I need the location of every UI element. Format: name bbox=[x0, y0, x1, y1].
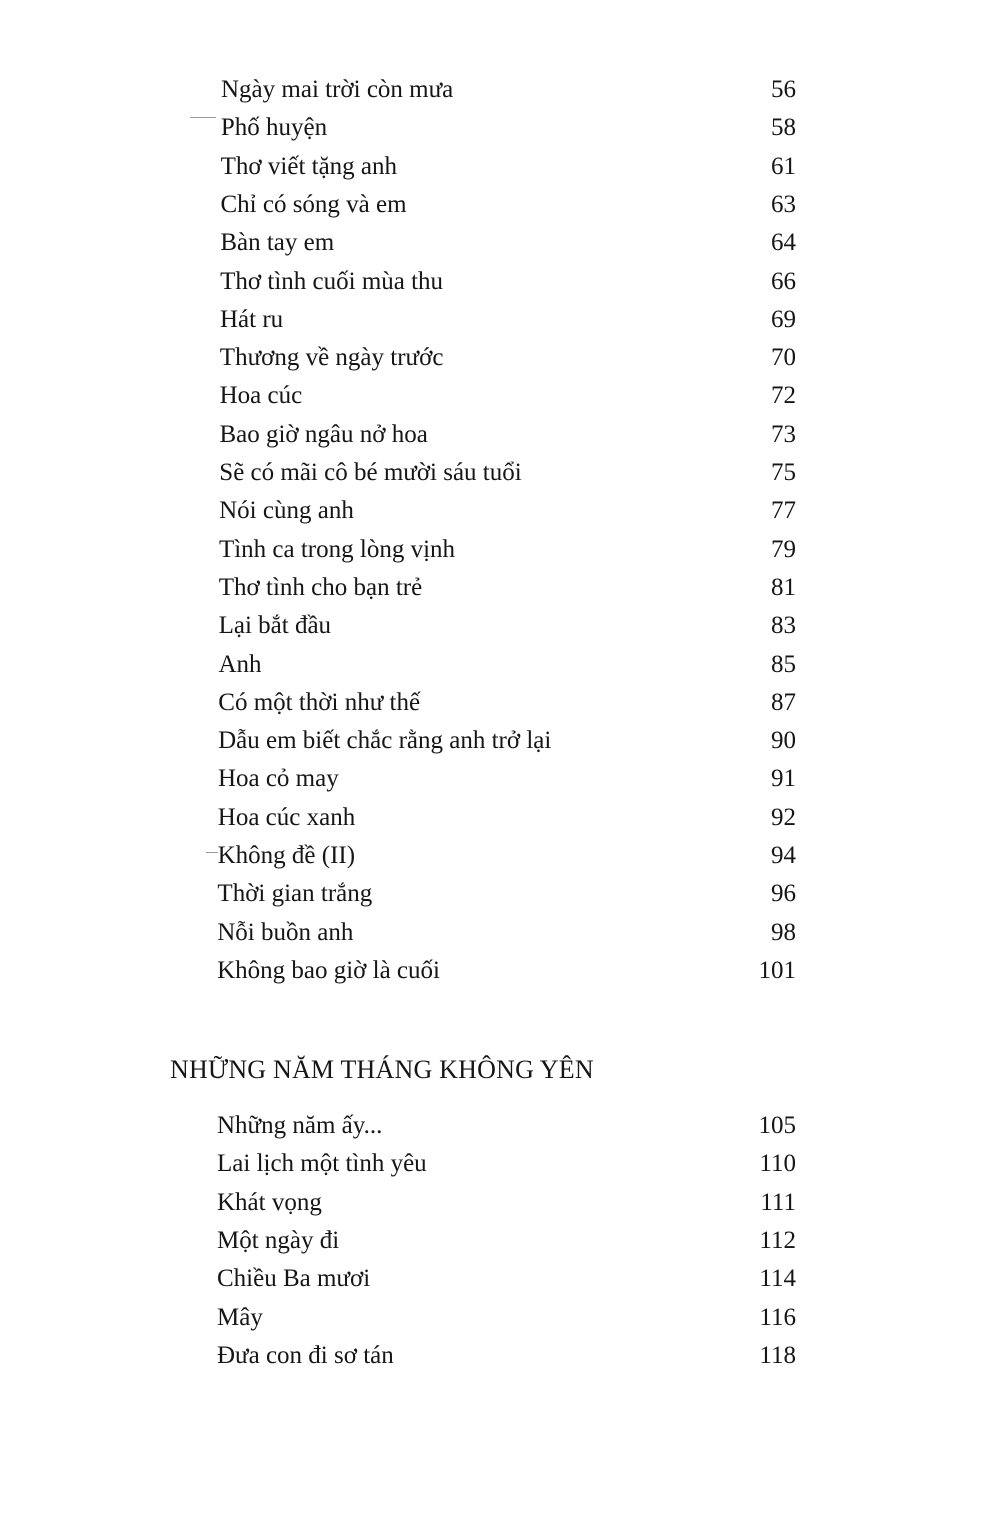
toc-entry-page-number: 75 bbox=[771, 459, 796, 486]
toc-entry-title: Có một thời như thế bbox=[218, 688, 421, 716]
toc-entry-title: Một ngày đi bbox=[217, 1226, 340, 1254]
toc-entry bbox=[0, 377, 1000, 415]
toc-entry bbox=[0, 646, 1000, 684]
toc-entry-title: Hoa cúc bbox=[219, 382, 303, 410]
toc-entry bbox=[0, 263, 1000, 301]
toc-entry bbox=[0, 186, 1000, 224]
toc-entry bbox=[0, 531, 1000, 569]
toc-entry bbox=[0, 875, 1000, 913]
toc-entry-page-number: 91 bbox=[771, 765, 796, 793]
toc-entry bbox=[0, 722, 1000, 760]
toc-entry bbox=[0, 339, 1000, 377]
toc-entry-page-number: 118 bbox=[759, 1341, 796, 1369]
toc-entry-page-number: 87 bbox=[771, 688, 796, 716]
toc-entry-page-number: 83 bbox=[771, 612, 796, 640]
toc-entry-page-number: 116 bbox=[759, 1303, 796, 1331]
toc-entry-page-number: 63 bbox=[771, 190, 796, 218]
toc-entry-page-number: 64 bbox=[771, 229, 796, 257]
toc-entry-title: Mây bbox=[217, 1303, 263, 1331]
toc-entry bbox=[0, 109, 1000, 147]
toc-entry-page-number: 110 bbox=[759, 1150, 796, 1178]
toc-entry-title: Dẫu em biết chắc rằng anh trở lại bbox=[218, 727, 552, 755]
toc-entry-page-number: 79 bbox=[771, 535, 796, 563]
toc-entry-page-number: 70 bbox=[771, 344, 796, 372]
toc-entry-title: Thương về ngày trước bbox=[219, 344, 444, 372]
toc-entry bbox=[0, 914, 1000, 952]
toc-entry bbox=[0, 1260, 1000, 1298]
toc-entry-title: Lai lịch một tình yêu bbox=[217, 1150, 427, 1178]
toc-entry-page-number: 56 bbox=[771, 76, 796, 103]
toc-entry-page-number: 58 bbox=[771, 114, 796, 142]
toc-entry bbox=[0, 1299, 1000, 1337]
toc-entry-page-number: 77 bbox=[771, 497, 796, 525]
toc-entry bbox=[0, 1184, 1000, 1222]
toc-entry-page-number: 101 bbox=[758, 956, 796, 984]
toc-entry-page-number: 90 bbox=[771, 727, 796, 755]
toc-entry-page-number: 81 bbox=[771, 573, 796, 601]
toc-entry-title: Nói cùng anh bbox=[219, 497, 354, 525]
toc-entry bbox=[0, 224, 1000, 262]
toc-entry-page-number: 66 bbox=[771, 267, 796, 295]
toc-entry-title: Hoa cỏ may bbox=[217, 765, 339, 793]
toc-entry-title: Chiều Ba mươi bbox=[217, 1265, 371, 1293]
toc-entry-title: Sẽ có mãi cô bé mười sáu tuổi bbox=[219, 459, 522, 486]
toc-entry-title: Thơ tình cuối mùa thu bbox=[220, 267, 444, 295]
toc-entry bbox=[0, 760, 1000, 798]
toc-entry-title: Bàn tay em bbox=[220, 229, 335, 257]
toc-entry-title: Tình ca trong lòng vịnh bbox=[218, 535, 456, 563]
toc-entry-page-number: 72 bbox=[771, 382, 796, 410]
toc-entry bbox=[0, 1107, 1000, 1145]
toc-entry-title: Những năm ấy... bbox=[217, 1112, 383, 1139]
toc-entry-title: Thơ tình cho bạn trẻ bbox=[218, 573, 423, 601]
toc-entry-page-number: 96 bbox=[771, 880, 796, 908]
toc-entry bbox=[0, 1222, 1000, 1260]
toc-entry bbox=[0, 1145, 1000, 1183]
toc-entry-title: Lại bắt đầu bbox=[218, 612, 332, 640]
toc-entry-title: Bao giờ ngâu nở hoa bbox=[219, 420, 428, 448]
section-heading: NHỮNG NĂM THÁNG KHÔNG YÊN bbox=[170, 1055, 594, 1084]
toc-entry-title: Chỉ có sóng và em bbox=[220, 190, 407, 218]
toc-entry-page-number: 73 bbox=[771, 420, 796, 448]
toc-entry-page-number: 112 bbox=[759, 1226, 796, 1254]
toc-entry-title: Thơ viết tặng anh bbox=[220, 152, 398, 180]
toc-entry-page-number: 114 bbox=[759, 1265, 796, 1293]
toc-entry bbox=[0, 684, 1000, 722]
toc-entry bbox=[0, 837, 1000, 875]
toc-entry bbox=[0, 569, 1000, 607]
toc-entry-title: Không đề (II) bbox=[217, 842, 356, 869]
toc-entry bbox=[0, 799, 1000, 837]
toc-entry-title: Không bao giờ là cuối bbox=[217, 956, 440, 984]
toc-entry-title: Khát vọng bbox=[217, 1188, 322, 1216]
toc-entry-title: Đưa con đi sơ tán bbox=[217, 1341, 394, 1369]
toc-entry bbox=[0, 301, 1000, 339]
toc-entry bbox=[0, 416, 1000, 454]
toc-entry bbox=[0, 492, 1000, 530]
toc-entry-title: Hát ru bbox=[219, 305, 284, 333]
toc-entry bbox=[0, 607, 1000, 645]
toc-entry bbox=[0, 148, 1000, 186]
toc-entry-page-number: 105 bbox=[758, 1112, 796, 1139]
toc-entry-page-number: 94 bbox=[771, 842, 796, 869]
toc-entry-title: Thời gian trắng bbox=[217, 880, 373, 908]
toc-entry-page-number: 85 bbox=[771, 650, 796, 678]
toc-entry-page-number: 69 bbox=[771, 305, 796, 333]
toc-entry-title: Hoa cúc xanh bbox=[217, 803, 356, 831]
toc-entry-page-number: 98 bbox=[771, 918, 796, 946]
toc-entry bbox=[0, 952, 1000, 990]
toc-entry-page-number: 61 bbox=[771, 152, 796, 180]
toc-entry-title: Nỗi buồn anh bbox=[217, 918, 354, 946]
toc-entry bbox=[0, 71, 1000, 109]
toc-entry-title: Anh bbox=[218, 650, 262, 678]
toc-entry-page-number: 111 bbox=[760, 1188, 796, 1216]
toc-entry-title: Phố huyện bbox=[220, 114, 328, 142]
toc-entry bbox=[0, 1337, 1000, 1375]
toc-entry-title: Ngày mai trời còn mưa bbox=[221, 76, 454, 103]
toc-entry bbox=[0, 454, 1000, 492]
toc-entry-page-number: 92 bbox=[771, 803, 796, 831]
